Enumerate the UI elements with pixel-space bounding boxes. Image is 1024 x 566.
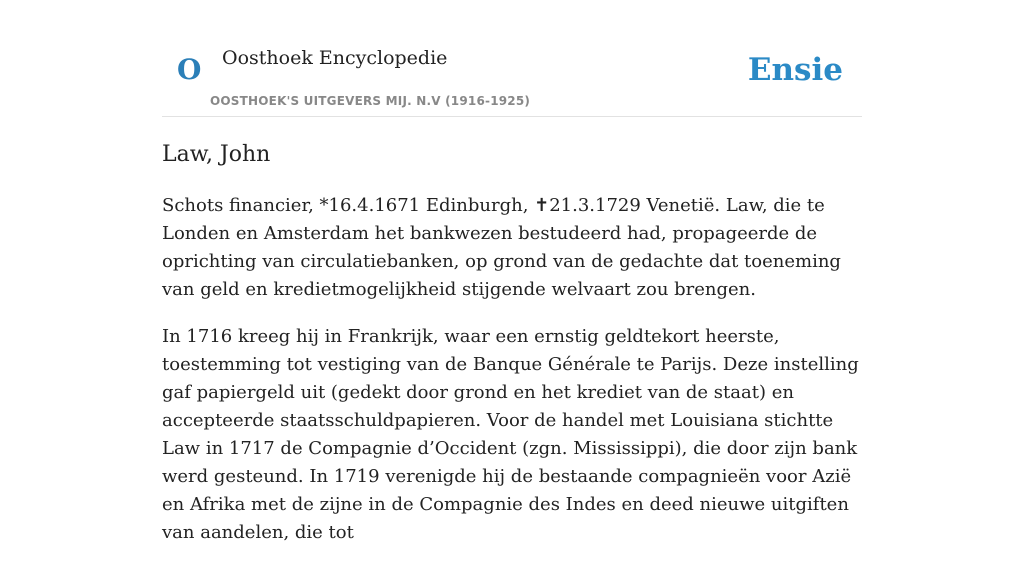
- article-paragraph: In 1716 kreeg hij in Frankrijk, waar een ernstig geldtekort heerste, toestemming tot vestiging van de Banque Générale te Parijs. Deze instelling gaf papiergeld uit (gedekt door grond en het krediet van de staat) en accepteerde staatsschuldpapieren. Voor de handel met Louisiana stichtte Law in 1717 de Compagnie d’Occident (zgn. Mississippi), die door zijn bank werd gesteund. In 1719 verenigde hij de bestaande compagnieën voor Azië en Afrika met de zijne in de Compagnie des Indes en deed nieuwe uitgiften van aandelen, die tot: [162, 326, 859, 543]
- article-body: [162, 192, 862, 566]
- site-header: [162, 0, 862, 117]
- encyclopedia-logo-icon[interactable]: O: [177, 53, 202, 86]
- ensie-brand-link[interactable]: Ensie: [747, 52, 843, 88]
- article-paragraph: Schots financier, *16.4.1671 Edinburgh, ✝21.3.1729 Venetië. Law, die te Londen en Amsterdam het bankwezen bestudeerd had, propageerde de oprichting van circulatiebanken, op grond van de gedachte dat toeneming van geld en kredietmogelijkheid stijgende welvaart zou brengen.: [162, 195, 841, 300]
- publisher-label: OOSTHOEK'S UITGEVERS MIJ. N.V (1916-1925): [210, 94, 531, 108]
- encyclopedia-title[interactable]: Oosthoek Encyclopedie: [222, 47, 448, 69]
- article-title: Law, John: [162, 142, 271, 167]
